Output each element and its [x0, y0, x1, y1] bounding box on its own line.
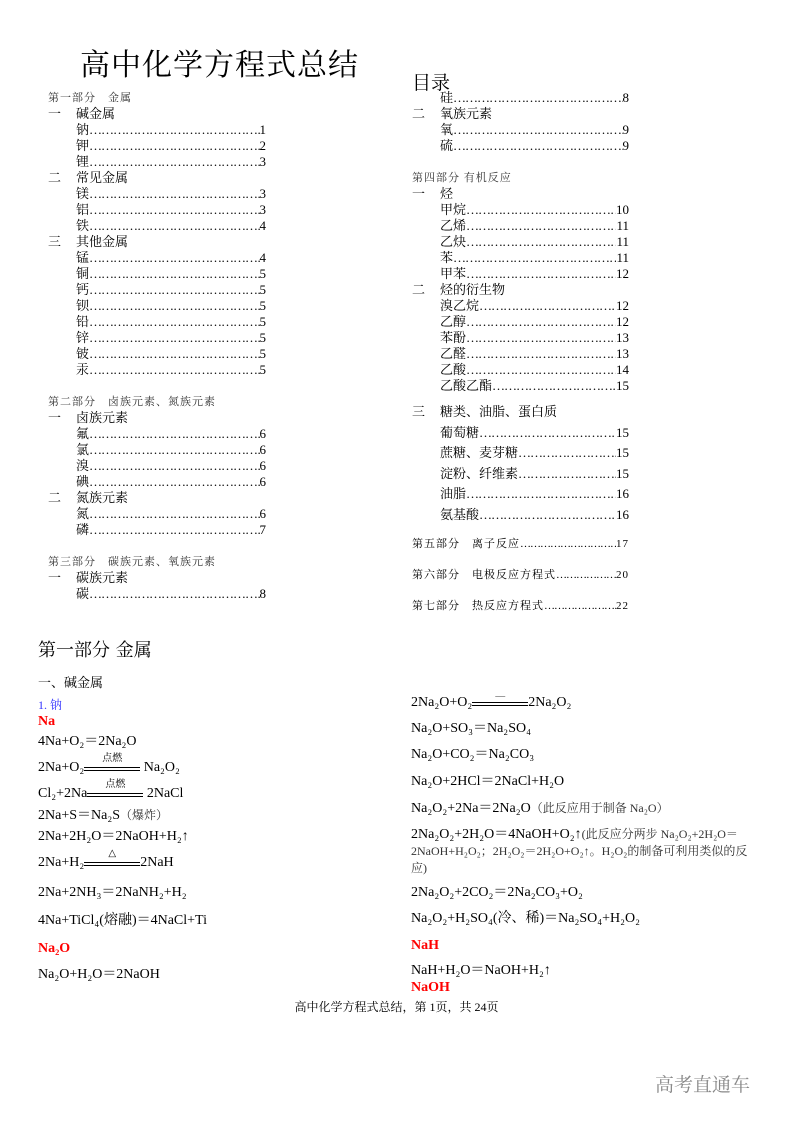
toc-entry-label: 乙炔 [440, 234, 467, 249]
toc-page-number: 5 [259, 314, 266, 329]
equation-text: Na₂O+2HCl＝2NaCl+H₂O [411, 774, 565, 789]
toc-entry-label: 钠 [76, 122, 90, 137]
toc-page-number: 3 [259, 202, 266, 217]
compound-heading [411, 980, 450, 996]
toc-page-number: 20 [616, 569, 629, 581]
toc-section [48, 490, 266, 506]
toc-page-number: 6 [259, 506, 266, 521]
toc-entry-label: 铁 [76, 218, 90, 233]
equation [411, 747, 534, 763]
toc-page-number: 9 [622, 122, 629, 137]
toc-page-number: 16 [616, 486, 629, 501]
toc-entry-label: 淀粉、纤维素 [440, 465, 519, 481]
toc-entry[interactable] [412, 443, 629, 464]
toc-page-number: 3 [259, 186, 266, 201]
toc-leader [89, 314, 259, 330]
toc-entry-label: 乙醇 [440, 314, 467, 329]
equation-product: 2Na₂O₂ [528, 695, 572, 710]
toc-leader [466, 330, 616, 346]
toc-entry[interactable] [412, 346, 629, 362]
toc-leader [89, 586, 259, 602]
equation-text: 4Na+TiCl₄(熔融)＝4NaCl+Ti [38, 913, 207, 928]
toc-entry-label: 氯 [76, 442, 90, 457]
toc-page-number: 15 [616, 378, 629, 393]
toc-entry[interactable] [412, 298, 629, 314]
toc-entry[interactable] [412, 90, 629, 106]
equation-text: 1. 钠 [38, 698, 63, 712]
toc-leader [518, 443, 616, 464]
equation-text: Na₂O₂+H₂SO₄(冷、稀)＝Na₂SO₄+H₂O₂ [411, 911, 641, 926]
equation [38, 967, 160, 983]
toc-entry[interactable] [48, 122, 266, 138]
toc-section-number: 一 [48, 410, 62, 425]
equation-text: Na₂O₂+2Na＝2Na₂O [411, 801, 531, 816]
toc-leader [89, 298, 259, 314]
toc-entry-label: 蔗糖、麦芽糖 [440, 445, 519, 460]
toc-entry[interactable] [48, 282, 266, 298]
toc-leader [492, 378, 616, 394]
toc-entry-label: 第六部分 电极反应方程式 [412, 569, 556, 581]
equation [38, 885, 187, 901]
equation [411, 911, 640, 927]
equation-product: 2NaCl [143, 786, 184, 801]
toc-leader [89, 506, 259, 522]
toc-leader [479, 423, 616, 444]
toc-entry[interactable] [48, 218, 266, 234]
toc-title: 目录 [412, 72, 451, 94]
toc-page-number: 12 [616, 266, 629, 281]
toc-page-number: 17 [616, 538, 629, 550]
equation-text: 一、碱金属 [38, 676, 104, 691]
toc-entry-label: 铝 [76, 202, 90, 217]
toc-entry-label: 溴 [76, 458, 90, 473]
toc-page-number: 14 [616, 362, 629, 377]
toc-page-number: 8 [622, 90, 629, 105]
toc-entry-label: 第七部分 热反应方程式 [412, 600, 544, 612]
toc-leader [466, 314, 616, 330]
toc-page-number: 4 [259, 218, 266, 233]
toc-entry-label: 汞 [76, 362, 90, 377]
toc-leader [466, 218, 616, 234]
toc-leader [479, 505, 616, 526]
toc-entry-label: 磷 [76, 522, 90, 537]
toc-section-label: 糖类、油脂、蛋白质 [440, 404, 558, 419]
toc-leader [466, 234, 616, 250]
toc-entry-label: 镁 [76, 186, 90, 201]
equation-text: Na [38, 714, 56, 729]
toc-entry-label: 第五部分 离子反应 [412, 538, 520, 550]
toc-entry-label: 碳 [76, 586, 90, 601]
toc-page-number: 13 [616, 346, 629, 361]
toc-entry-label: 甲烷 [440, 202, 467, 217]
equation-text: 第一部分 金属 [38, 640, 152, 661]
toc-entry-label: 氮 [76, 506, 90, 521]
toc-part-link[interactable] [412, 591, 629, 622]
equation [38, 807, 168, 824]
toc-left-column [48, 90, 266, 602]
toc-leader [89, 426, 259, 442]
toc-entry-label: 氨基酸 [440, 506, 480, 522]
toc-entry[interactable] [48, 202, 266, 218]
toc-page-number: 4 [259, 250, 266, 265]
toc-leader [89, 362, 259, 378]
condition-label: △ [108, 847, 117, 859]
toc-section-number: 二 [48, 490, 62, 505]
toc-entry[interactable] [48, 250, 266, 266]
toc-entry[interactable] [412, 218, 629, 234]
toc-section-label: 烃的衍生物 [440, 282, 506, 297]
toc-leader [89, 282, 259, 298]
toc-entry-label: 溴乙烷 [440, 298, 480, 313]
toc-page-number: 16 [616, 506, 629, 522]
toc-page-number: 5 [259, 346, 266, 361]
toc-leader [89, 474, 259, 490]
toc-page-number: 13 [616, 330, 629, 345]
toc-section-number: 一 [412, 186, 426, 201]
toc-entry-label: 钙 [76, 282, 90, 297]
toc-page-number: 12 [616, 314, 629, 329]
toc-entry[interactable] [412, 423, 629, 444]
equation-text: 2Na+S＝Na₂S [38, 808, 120, 823]
toc-entry[interactable] [412, 330, 629, 346]
toc-section-number: 二 [412, 282, 426, 297]
equation-text: Cl₂+2Na [38, 786, 88, 801]
toc-entry[interactable] [48, 474, 266, 490]
toc-right-column [412, 90, 629, 622]
equation-note: (此反应分两步 Na₂O₂+2H₂O＝2NaOH+H₂O₂；2H₂O₂＝2H₂O+O₂↑。H₂O₂的制备可利用类似的反应) [411, 827, 748, 875]
toc-entry[interactable] [48, 330, 266, 346]
equation [38, 778, 184, 802]
page-footer: 高中化学方程式总结，第 1页，共 24页 [294, 1000, 499, 1014]
equation-text: 4Na+O₂＝2Na₂O [38, 734, 137, 749]
toc-section [412, 186, 629, 202]
toc-page-number: 10 [616, 202, 629, 217]
toc-section [48, 170, 266, 186]
toc-entry[interactable] [48, 426, 266, 442]
toc-page-number: 22 [616, 600, 629, 612]
toc-leader [556, 560, 616, 591]
toc-entry-label: 铅 [76, 314, 90, 329]
equation-text: 2Na+2NH₃＝2NaNH₂+H₂ [38, 885, 187, 900]
toc-entry[interactable] [412, 484, 629, 505]
toc-leader [89, 122, 259, 138]
section-heading [38, 697, 62, 713]
toc-part-link[interactable] [412, 529, 629, 560]
toc-page-number: 11 [616, 218, 629, 233]
toc-page-number: 5 [259, 362, 266, 377]
toc-leader [466, 346, 616, 362]
equation-note: （爆炸） [120, 808, 169, 822]
toc-entry[interactable] [412, 250, 629, 266]
equation [411, 826, 761, 877]
toc-leader [89, 442, 259, 458]
toc-entry[interactable] [48, 154, 266, 170]
toc-entry[interactable] [48, 298, 266, 314]
equation-text: NaOH [411, 980, 450, 995]
compound-heading [38, 941, 70, 957]
toc-leader [453, 90, 622, 106]
equation-text: 2Na+O₂ [38, 760, 85, 775]
equation-text: NaH+H₂O＝NaOH+H₂↑ [411, 963, 551, 978]
toc-leader [89, 202, 259, 218]
equation-text: NaH [411, 938, 439, 953]
toc-page-number: 6 [259, 474, 266, 489]
toc-entry-label: 硅 [440, 90, 454, 105]
toc-page-number: 9 [622, 138, 629, 153]
toc-leader [89, 218, 259, 234]
toc-page-number: 5 [259, 330, 266, 345]
equation-text: Na₂O+SO₃＝Na₂SO₄ [411, 721, 531, 736]
toc-entry-label: 铍 [76, 346, 90, 361]
toc-entry-label: 氧 [440, 122, 454, 137]
toc-entry[interactable] [412, 314, 629, 330]
compound-heading [411, 938, 439, 954]
toc-entry-label: 乙醛 [440, 346, 467, 361]
toc-page-number: 6 [259, 442, 266, 457]
equation-text: Na₂O [38, 941, 71, 956]
equation-text: 2Na+H₂ [38, 855, 85, 870]
toc-leader [466, 202, 616, 218]
equation [411, 721, 531, 737]
toc-section [48, 410, 266, 426]
equation-product: Na₂O₂ [140, 760, 180, 775]
toc-leader [466, 362, 616, 378]
toc-entry[interactable] [412, 505, 629, 526]
reaction-condition [87, 778, 143, 801]
toc-leader [89, 330, 259, 346]
toc-part-heading: 第三部分 碳族元素、氧族元素 [48, 556, 216, 568]
toc-section-number: 二 [48, 170, 62, 185]
toc-leader [89, 346, 259, 362]
toc-page-number: 5 [259, 266, 266, 281]
toc-entry-label: 锰 [76, 250, 90, 265]
equation [38, 847, 174, 871]
toc-entry[interactable] [48, 586, 266, 602]
toc-entry[interactable] [48, 506, 266, 522]
toc-entry[interactable] [48, 346, 266, 362]
toc-entry-label: 锂 [76, 154, 90, 169]
section-heading [38, 676, 103, 692]
toc-page-number: 6 [259, 426, 266, 441]
toc-entry-label: 钡 [76, 298, 90, 313]
equation-text: 2Na₂O₂+2CO₂＝2Na₂CO₃+O₂ [411, 885, 583, 900]
toc-leader [89, 266, 259, 282]
toc-entry[interactable] [48, 186, 266, 202]
toc-leader [89, 154, 259, 170]
toc-section-label: 碳族元素 [76, 570, 129, 585]
equation [411, 774, 564, 790]
toc-entry-label: 乙酸乙酯 [440, 378, 493, 393]
toc-entry-label: 钾 [76, 138, 90, 153]
equation-text: Na₂O+CO₂＝Na₂CO₃ [411, 747, 535, 762]
toc-entry-label: 乙酸 [440, 362, 467, 377]
reaction-condition [84, 847, 140, 870]
toc-section-number: 一 [48, 106, 62, 121]
toc-leader [89, 458, 259, 474]
toc-entry-label: 锌 [76, 330, 90, 345]
watermark: 高考直通车 [655, 1074, 751, 1096]
toc-entry-label: 硫 [440, 138, 454, 153]
toc-entry[interactable] [48, 458, 266, 474]
toc-section [412, 282, 629, 298]
toc-section-label: 卤族元素 [76, 410, 129, 425]
equation-text: Na₂O+H₂O＝2NaOH [38, 967, 160, 982]
toc-part-heading: 第四部分 有机反应 [412, 172, 512, 184]
reaction-condition [84, 752, 140, 775]
equation-text: 2Na+2H₂O＝2NaOH+H₂↑ [38, 829, 189, 844]
toc-page-number: 15 [616, 445, 629, 460]
toc-page-number: 12 [616, 298, 629, 313]
toc-leader [520, 529, 616, 560]
toc-entry[interactable] [412, 464, 629, 485]
toc-section-number: 一 [48, 570, 62, 585]
toc-section [412, 106, 629, 122]
toc-entry-label: 苯酚 [440, 330, 467, 345]
toc-part-heading: 第二部分 卤族元素、氮族元素 [48, 396, 216, 408]
toc-entry[interactable] [412, 234, 629, 250]
toc-page-number: 2 [259, 138, 266, 153]
equation [411, 963, 551, 979]
toc-entry[interactable] [48, 362, 266, 378]
toc-leader [453, 122, 622, 138]
toc-page-number: 11 [616, 234, 629, 249]
toc-entry-label: 氟 [76, 426, 90, 441]
toc-leader [466, 266, 616, 282]
toc-leader [89, 186, 259, 202]
toc-part-heading: 第一部分 金属 [48, 92, 132, 104]
toc-entry-label: 碘 [76, 474, 90, 489]
toc-entry[interactable] [412, 122, 629, 138]
toc-entry[interactable] [48, 442, 266, 458]
toc-leader [453, 138, 622, 154]
toc-entry[interactable] [412, 362, 629, 378]
equation [38, 734, 137, 750]
section-heading [38, 640, 152, 661]
toc-page-number: 5 [259, 282, 266, 297]
condition-label: ＿ [495, 687, 506, 699]
equation [411, 687, 572, 711]
toc-section [412, 402, 629, 423]
condition-label: 点燃 [102, 752, 123, 764]
equation [411, 885, 583, 901]
toc-page-number: 3 [259, 154, 266, 169]
equation-text: 2Na₂O+O₂ [411, 695, 473, 710]
toc-section-label: 氧族元素 [440, 106, 493, 121]
toc-entry[interactable] [48, 314, 266, 330]
toc-page-number: 5 [259, 298, 266, 313]
condition-label: 点燃 [105, 778, 126, 790]
toc-entry-label: 油脂 [440, 486, 467, 501]
toc-entry[interactable] [412, 266, 629, 282]
toc-leader [518, 464, 616, 485]
toc-section-number: 二 [412, 106, 426, 121]
toc-section-number: 三 [48, 234, 62, 249]
toc-entry-label: 铜 [76, 266, 90, 281]
equation [38, 752, 180, 776]
equation [38, 913, 207, 929]
toc-section-label: 氮族元素 [76, 490, 129, 505]
compound-heading [38, 714, 55, 730]
equation-product: 2NaH [140, 855, 174, 870]
equation [411, 800, 669, 817]
toc-page-number: 6 [259, 458, 266, 473]
toc-page-number: 15 [616, 424, 629, 440]
toc-page-number: 1 [259, 122, 266, 137]
toc-part-link[interactable] [412, 560, 629, 591]
toc-leader [544, 591, 616, 622]
toc-page-number: 11 [616, 250, 629, 265]
toc-leader [89, 522, 259, 538]
equation-note: （此反应用于制备 Na₂O） [530, 801, 669, 815]
toc-page-number: 7 [259, 522, 266, 537]
toc-section [48, 234, 266, 250]
toc-section-label: 烃 [440, 186, 454, 201]
toc-leader [453, 250, 616, 266]
toc-entry[interactable] [48, 138, 266, 154]
toc-page-number: 8 [259, 586, 266, 601]
toc-entry[interactable] [412, 378, 629, 394]
toc-entry[interactable] [412, 202, 629, 218]
toc-leader [479, 298, 616, 314]
toc-section [48, 106, 266, 122]
toc-entry-label: 甲苯 [440, 266, 467, 281]
toc-entry-label: 苯 [440, 250, 454, 265]
toc-entry-label: 葡萄糖 [440, 424, 480, 440]
toc-section-number: 三 [412, 404, 426, 419]
toc-entry[interactable] [48, 522, 266, 538]
toc-leader [466, 484, 616, 505]
toc-leader [89, 138, 259, 154]
toc-section-label: 碱金属 [76, 106, 116, 121]
toc-entry-label: 乙烯 [440, 218, 467, 233]
reaction-condition [472, 687, 528, 710]
equation [38, 829, 189, 845]
toc-leader [89, 250, 259, 266]
toc-section-label: 常见金属 [76, 170, 129, 185]
document-title: 高中化学方程式总结 [80, 48, 359, 83]
toc-entry[interactable] [412, 138, 629, 154]
toc-section [48, 570, 266, 586]
toc-page-number: 15 [616, 465, 629, 481]
toc-section-label: 其他金属 [76, 234, 129, 249]
toc-entry[interactable] [48, 266, 266, 282]
equation-text: 2Na₂O₂+2H₂O＝4NaOH+O₂↑ [411, 827, 582, 842]
